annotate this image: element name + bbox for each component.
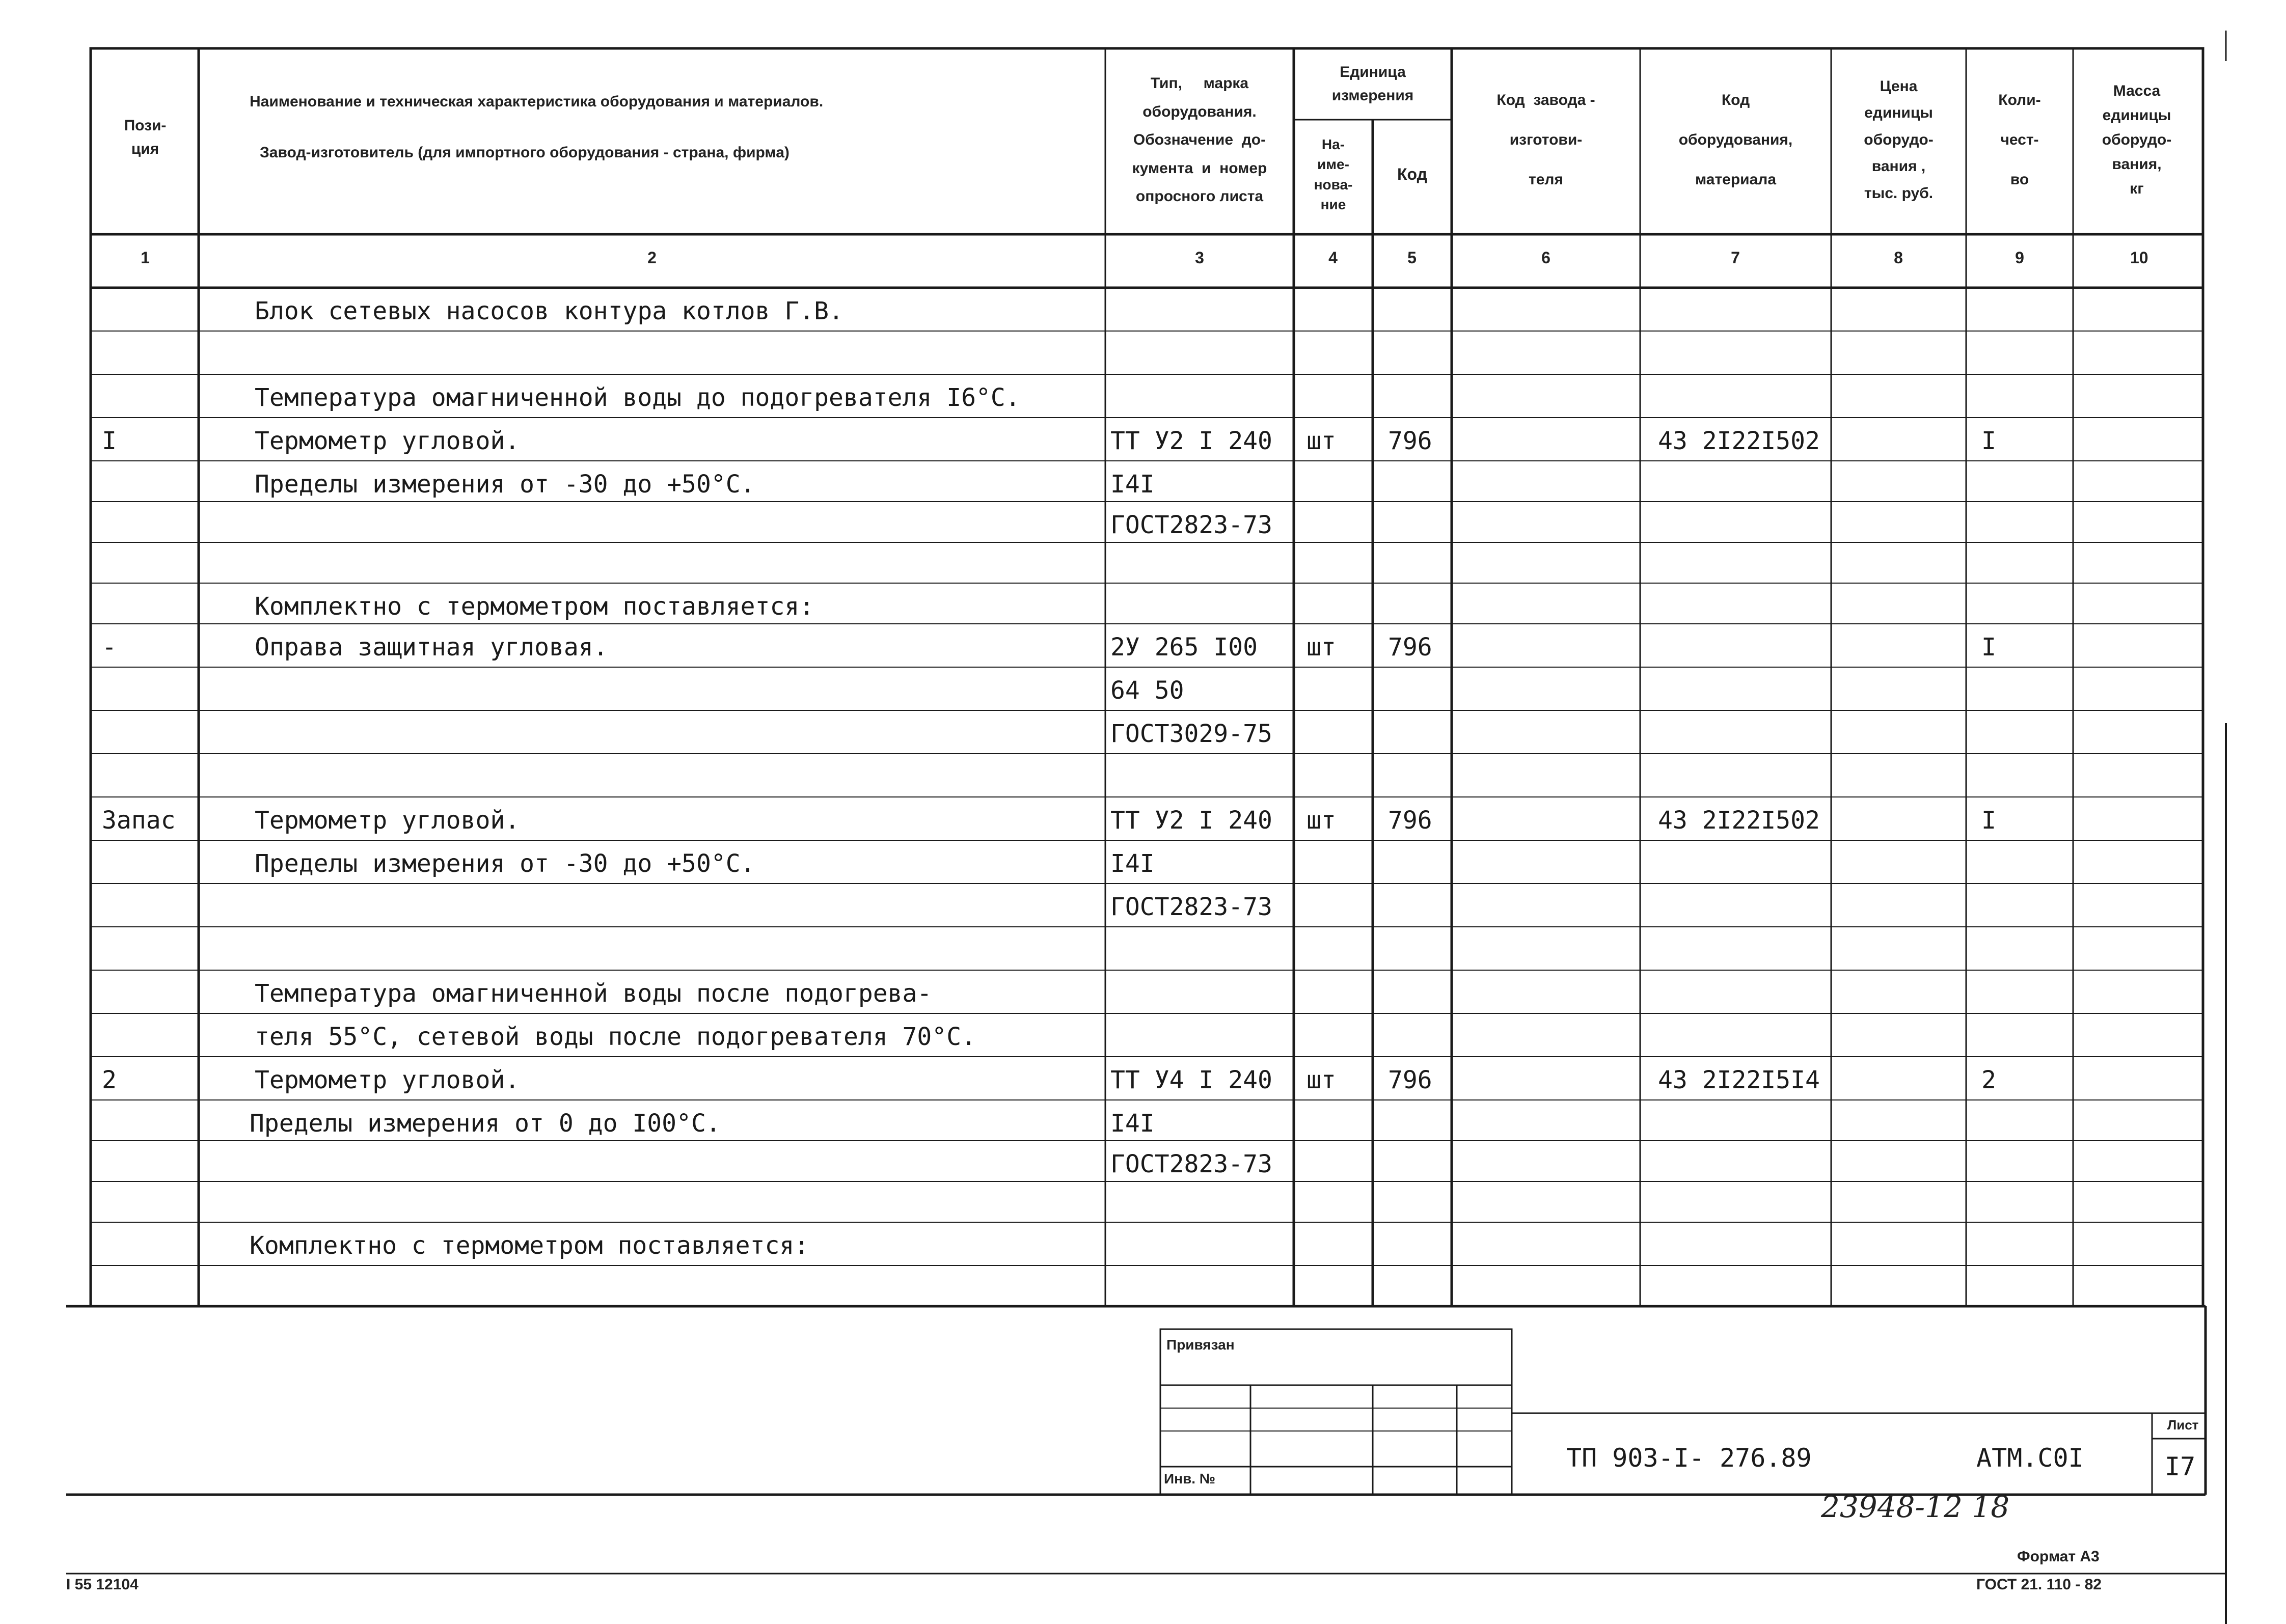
gost-label: ГОСТ 21. 110 - 82 bbox=[1976, 1576, 2102, 1593]
header-col-name-line1: Наименование и техническая характеристика оборудования и материалов. bbox=[250, 93, 824, 110]
row-type: ТТ У2 I 240 bbox=[1110, 427, 1272, 455]
header-col-equipment-code: Код оборудования, материала bbox=[1678, 92, 1793, 188]
row-equipment-code: 43 2I22I502 bbox=[1658, 806, 1820, 835]
header-col-unit-name: На- име- нова- ние bbox=[1314, 136, 1353, 212]
column-number: 2 bbox=[647, 249, 657, 267]
row-type: ГОСТ2823-73 bbox=[1110, 511, 1272, 539]
header-col-type: Тип, марка оборудования. Обозначение до- кумента и номер опросного листа bbox=[1132, 75, 1267, 205]
column-number: 4 bbox=[1328, 249, 1338, 267]
column-number: 9 bbox=[2015, 249, 2024, 267]
row-type: ГОСТ3029-75 bbox=[1110, 720, 1272, 748]
header-col-position: Пози- ция bbox=[124, 117, 167, 157]
column-number: 1 bbox=[141, 249, 150, 267]
handwritten-archive-number: 23948-12 18 bbox=[1821, 1490, 2010, 1524]
row-type: ТТ У2 I 240 bbox=[1110, 806, 1272, 835]
header-col-quantity: Коли- чест- во bbox=[1998, 92, 2041, 188]
column-number: 7 bbox=[1731, 249, 1740, 267]
row-name: Температура омагниченной воды после подогрева- bbox=[255, 979, 932, 1008]
row-type: ТТ У4 I 240 bbox=[1110, 1066, 1272, 1094]
row-name: теля 55°С, сетевой воды после подогревателя 70°С. bbox=[255, 1023, 976, 1051]
document-code: АТМ.С0I bbox=[1976, 1443, 2084, 1473]
row-quantity: I bbox=[1981, 806, 1996, 835]
format-label: Формат А3 bbox=[2017, 1548, 2100, 1565]
header-col-unit-group: Единица измерения bbox=[1331, 63, 1414, 104]
row-name: Термометр угловой. bbox=[255, 1066, 520, 1094]
row-equipment-code: 43 2I22I5I4 bbox=[1658, 1066, 1820, 1094]
document-number: ТП 903-I- 276.89 bbox=[1566, 1443, 1812, 1473]
row-name: Пределы измерения от -30 до +50°С. bbox=[255, 470, 755, 499]
row-type: ГОСТ2823-73 bbox=[1110, 893, 1272, 921]
row-quantity: 2 bbox=[1981, 1066, 1996, 1094]
row-position: - bbox=[102, 633, 117, 662]
row-name: Блок сетевых насосов контура котлов Г.В. bbox=[255, 297, 843, 325]
header-col-name-line2: Завод-изготовитель (для импортного оборудования - страна, фирма) bbox=[260, 144, 790, 161]
column-number: 5 bbox=[1407, 249, 1417, 267]
row-position: I bbox=[102, 427, 117, 455]
column-number: 6 bbox=[1541, 249, 1550, 267]
row-unit-code: 796 bbox=[1388, 806, 1432, 835]
row-equipment-code: 43 2I22I502 bbox=[1658, 427, 1820, 455]
row-name: Пределы измерения от 0 до I00°С. bbox=[250, 1109, 721, 1138]
sheet-number: I7 bbox=[2165, 1452, 2196, 1481]
row-name: Оправа защитная угловая. bbox=[255, 633, 608, 662]
column-number: 3 bbox=[1195, 249, 1204, 267]
row-type: I4I bbox=[1110, 849, 1155, 878]
row-quantity: I bbox=[1981, 427, 1996, 455]
row-name: Термометр угловой. bbox=[255, 427, 520, 455]
header-col-mass: Масса единицы оборудо- вания, кг bbox=[2102, 82, 2172, 197]
row-unit-name: шт bbox=[1307, 1066, 1336, 1094]
sheet-label: Лист bbox=[2167, 1417, 2199, 1433]
row-unit-name: шт bbox=[1307, 806, 1336, 835]
header-col-price: Цена единицы оборудо- вания , тыс. руб. bbox=[1864, 77, 1934, 202]
row-unit-code: 796 bbox=[1388, 427, 1432, 455]
column-number: 8 bbox=[1894, 249, 1903, 267]
row-type: I4I bbox=[1110, 1109, 1155, 1138]
header-col-factory-code: Код завода - изготови- теля bbox=[1496, 92, 1595, 188]
row-type: ГОСТ2823-73 bbox=[1110, 1150, 1272, 1178]
row-type: I4I bbox=[1110, 470, 1155, 499]
header-col-unit-code: Код bbox=[1397, 164, 1427, 183]
bottom-left-code: I 55 12104 bbox=[66, 1576, 139, 1593]
row-unit-name: шт bbox=[1307, 427, 1336, 455]
column-number: 10 bbox=[2130, 249, 2148, 267]
row-name: Комплектно с термометром поставляется: bbox=[255, 592, 814, 621]
row-quantity: I bbox=[1981, 633, 1996, 662]
stamp-attached-label: Привязан bbox=[1166, 1337, 1235, 1353]
row-unit-code: 796 bbox=[1388, 1066, 1432, 1094]
row-name: Пределы измерения от -30 до +50°С. bbox=[255, 849, 755, 878]
row-position: 2 bbox=[102, 1066, 117, 1094]
stamp-inventory-label: Инв. № bbox=[1164, 1471, 1216, 1487]
row-name: Температура омагниченной воды до подогревателя I6°С. bbox=[255, 383, 1020, 412]
row-unit-name: шт bbox=[1307, 633, 1336, 662]
row-position: Запас bbox=[102, 806, 176, 835]
row-type: 64 50 bbox=[1110, 676, 1184, 705]
row-type: 2У 265 I00 bbox=[1110, 633, 1258, 662]
row-name: Комплектно с термометром поставляется: bbox=[250, 1231, 809, 1260]
row-unit-code: 796 bbox=[1388, 633, 1432, 662]
row-name: Термометр угловой. bbox=[255, 806, 520, 835]
stamp-attached-box bbox=[1160, 1329, 1512, 1495]
